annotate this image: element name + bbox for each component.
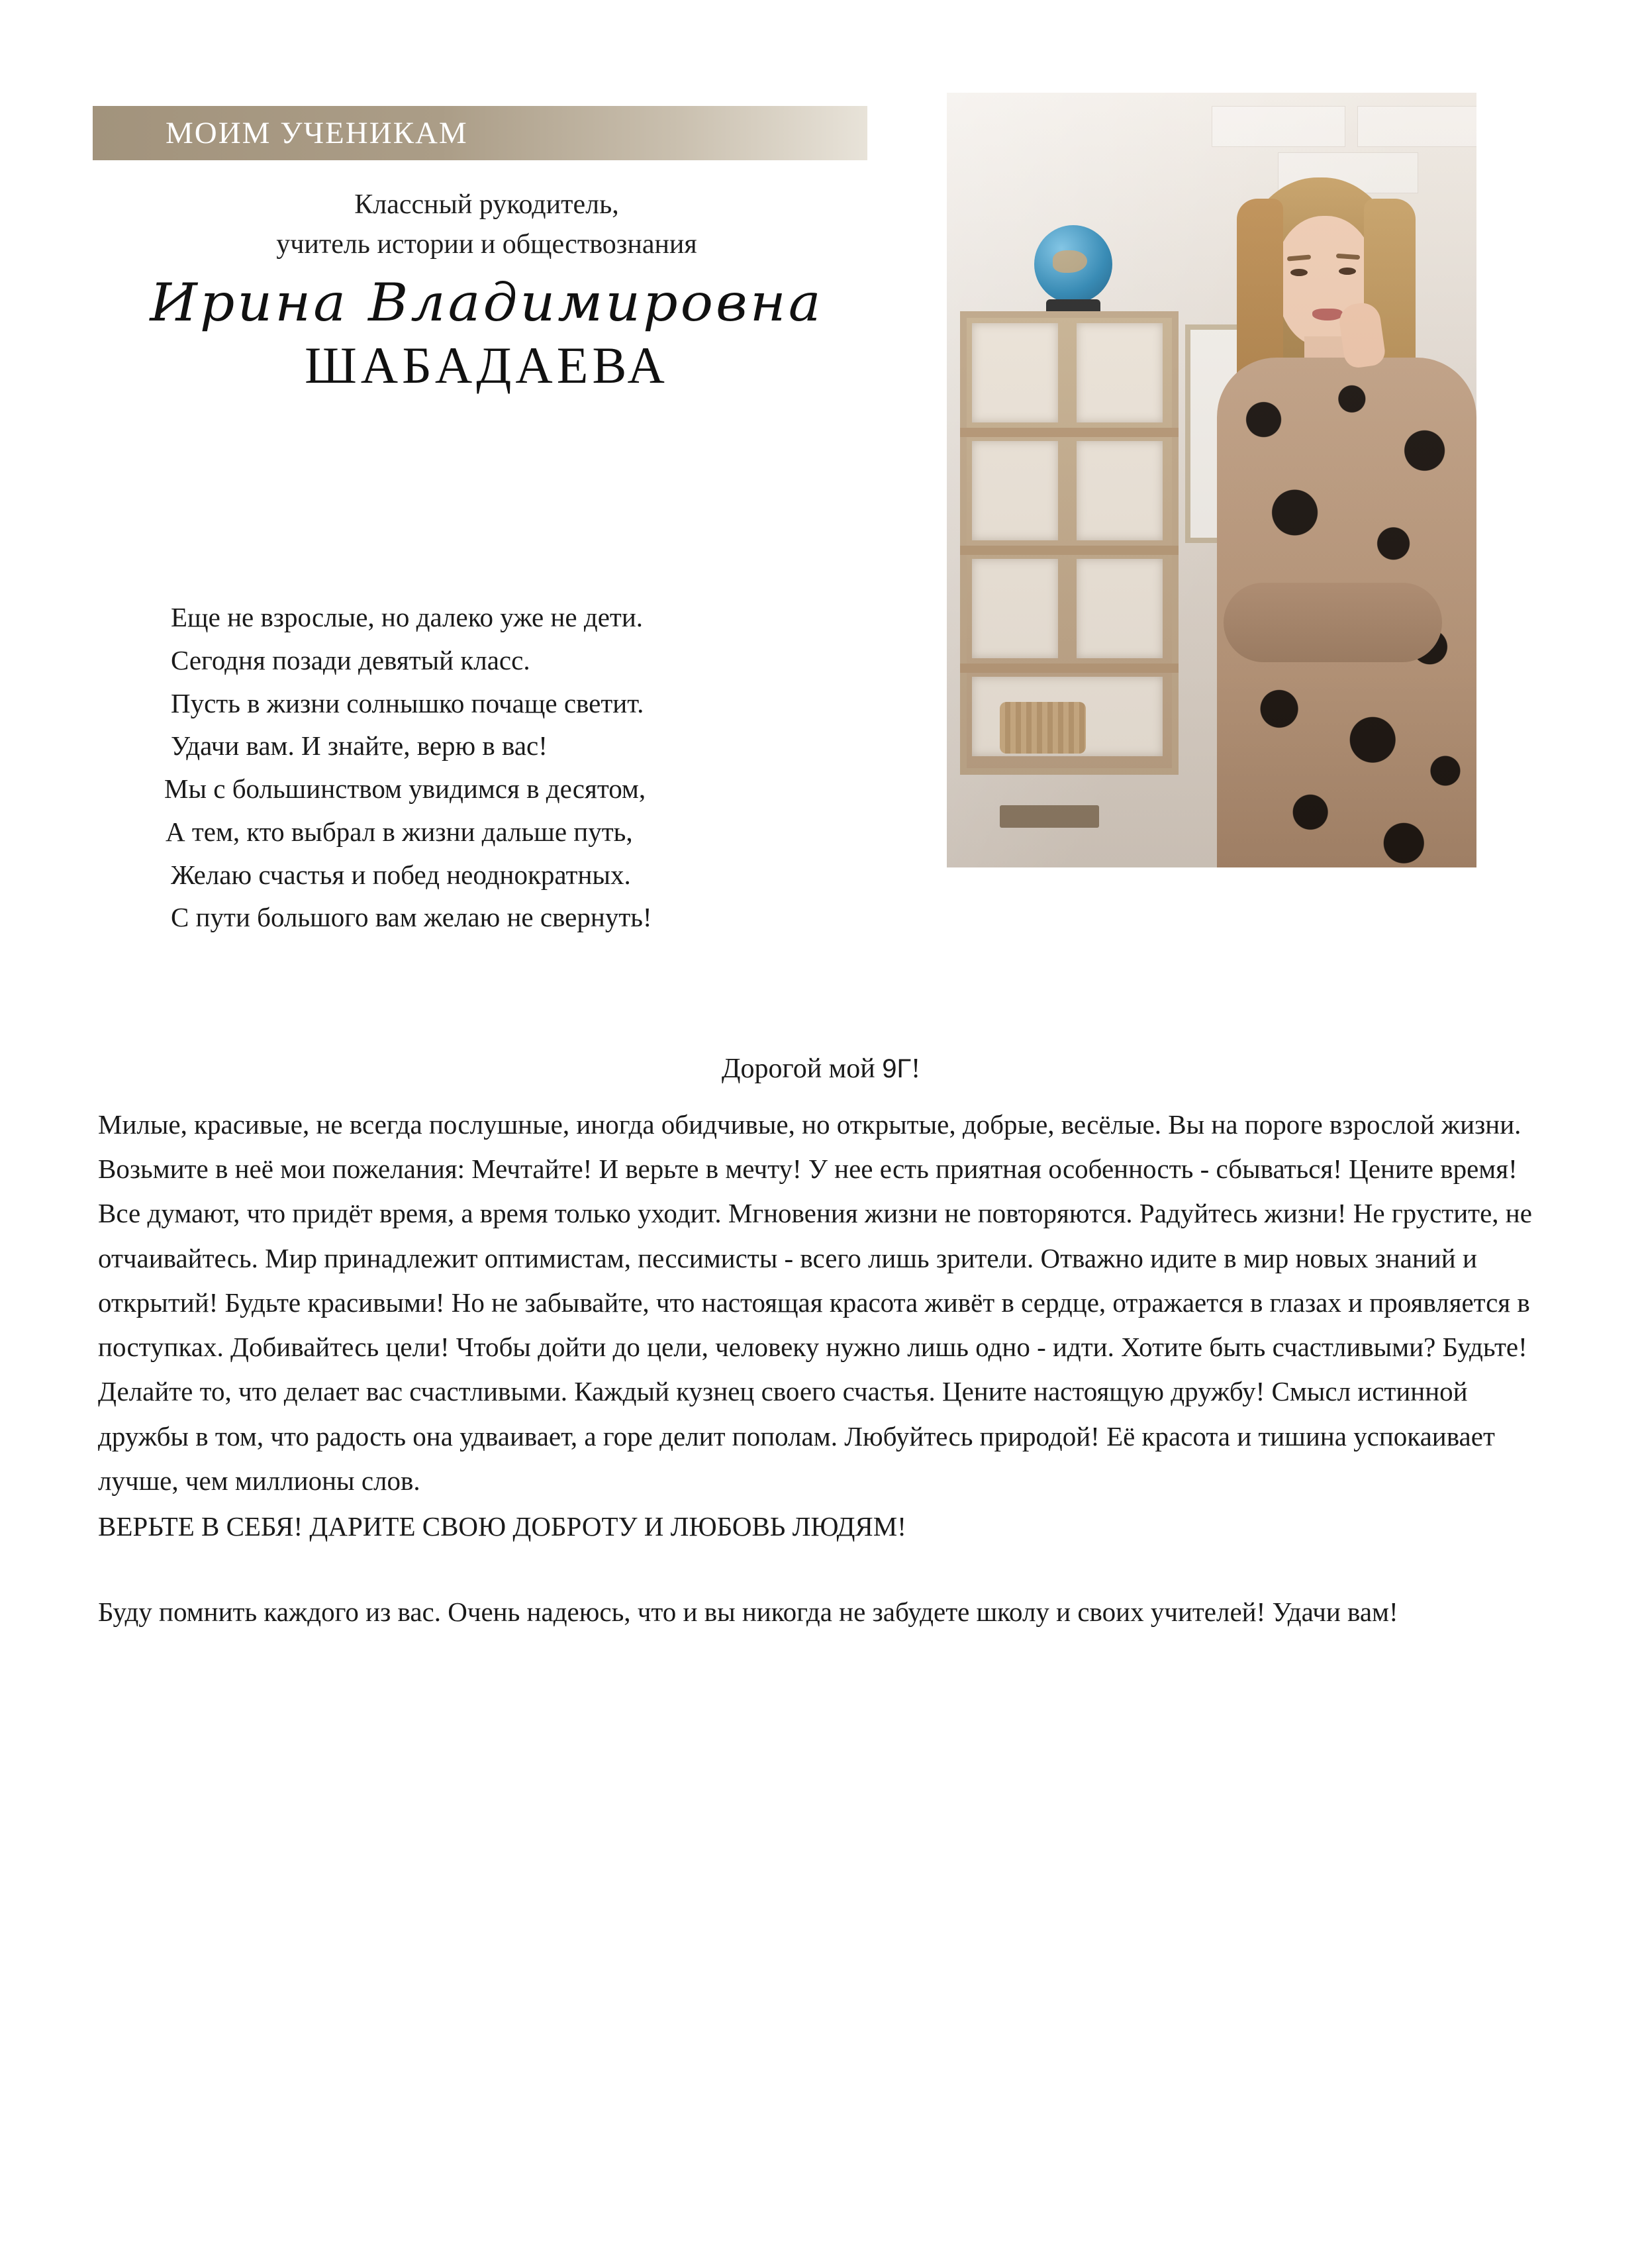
letter-paragraph-closing: Буду помнить каждого из вас. Очень надеюсь, что и вы никогда не забудете школу и своих учителей! Удачи вам! [98, 1597, 1398, 1628]
letter-paragraph-caps: ВЕРЬТЕ В СЕБЯ! ДАРИТЕ СВОЮ ДОБРОТУ И ЛЮБОВЬ ЛЮДЯМ! [98, 1511, 906, 1542]
globe-icon [1034, 225, 1112, 303]
poem-block [99, 596, 887, 939]
poem-line: Сегодня позади девятый класс. [171, 644, 530, 675]
eye-right [1339, 268, 1356, 275]
letter-paragraph: Милые, красивые, не всегда послушные, иногда обидчивые, но открытые, добрые, весёлые. Вы на пороге взрослой жизни. Возьмите в неё мои пожелания: Мечтайте! И верьте в мечту! У нее есть приятная особенность - сбываться! Цените время! Все думают, что придёт время, а время только уходит. Мгновения жизни не повторяются. Радуйтесь жизни! Не грустите, не отчаивайтесь. Мир принадлежит оптимистам, пессимисты - всего лишь зрители. Отважно идите в мир новых знаний и открытий! Будьте красивыми! Но не забывайте, что настоящая красота живёт в сердце, отражается в глазах и проявляется в поступках. Добивайтесь цели! Чтобы дойти до цели, человеку нужно лишь одно - идти. Хотите быть счастливыми? Будьте! Делайте то, что делает вас счастливыми. Каждый кузнец своего счастья. Цените настоящую дружбу! Смысл истинной дружбы в том, что радость она удваивает, а горе делит пополам. Любуйтесь природой! Её красота и тишина успокаивает лучше, чем миллионы слов. [98, 1109, 1532, 1496]
title-block [93, 185, 881, 395]
banner-title: МОИМ УЧЕНИКАМ [166, 116, 468, 150]
poem-line: Еще не взрослые, но далеко уже не дети. [171, 602, 644, 632]
poem-line: Мы с большинством увидимся в десятом, [164, 773, 646, 805]
salutation-prefix: Дорогой мой [721, 1054, 883, 1084]
poem-line: Удачи вам. И знайте, верю в вас! [171, 730, 548, 762]
salutation-class: 9Г [882, 1054, 912, 1083]
header-banner [93, 106, 867, 160]
poem-line: Желаю счастья и побед неоднократных. [171, 859, 631, 890]
poem-line: С пути большого вам желаю не свернуть! [171, 902, 652, 933]
shelf-cell [972, 323, 1058, 422]
basket [1000, 702, 1086, 754]
salutation-suffix: ! [911, 1054, 921, 1084]
shelf-cell [972, 559, 1058, 658]
poem-line: А тем, кто выбрал в жизни дальше путь, [166, 816, 633, 847]
eye-left [1290, 269, 1308, 276]
letter-body [98, 1103, 1555, 1635]
role-line-2: учитель истории и обществознания [276, 228, 697, 260]
role-line-1: Классный рукодитель, [354, 189, 619, 220]
brick-texture [1357, 106, 1476, 147]
person-figure [1145, 159, 1476, 867]
shelf-cell [972, 441, 1058, 540]
teacher-photo [947, 93, 1476, 867]
lips [1312, 309, 1343, 320]
teacher-surname: ШАБАДАЕВА [305, 336, 669, 395]
folded-arm [1224, 583, 1442, 662]
brick-texture [1212, 106, 1345, 147]
poem-line: Пусть в жизни солнышко почаще светит. [171, 687, 644, 718]
letter-salutation [93, 1053, 1549, 1085]
teacher-name-script: Ирина Владимировна [150, 273, 824, 334]
book-stack [1000, 805, 1099, 828]
